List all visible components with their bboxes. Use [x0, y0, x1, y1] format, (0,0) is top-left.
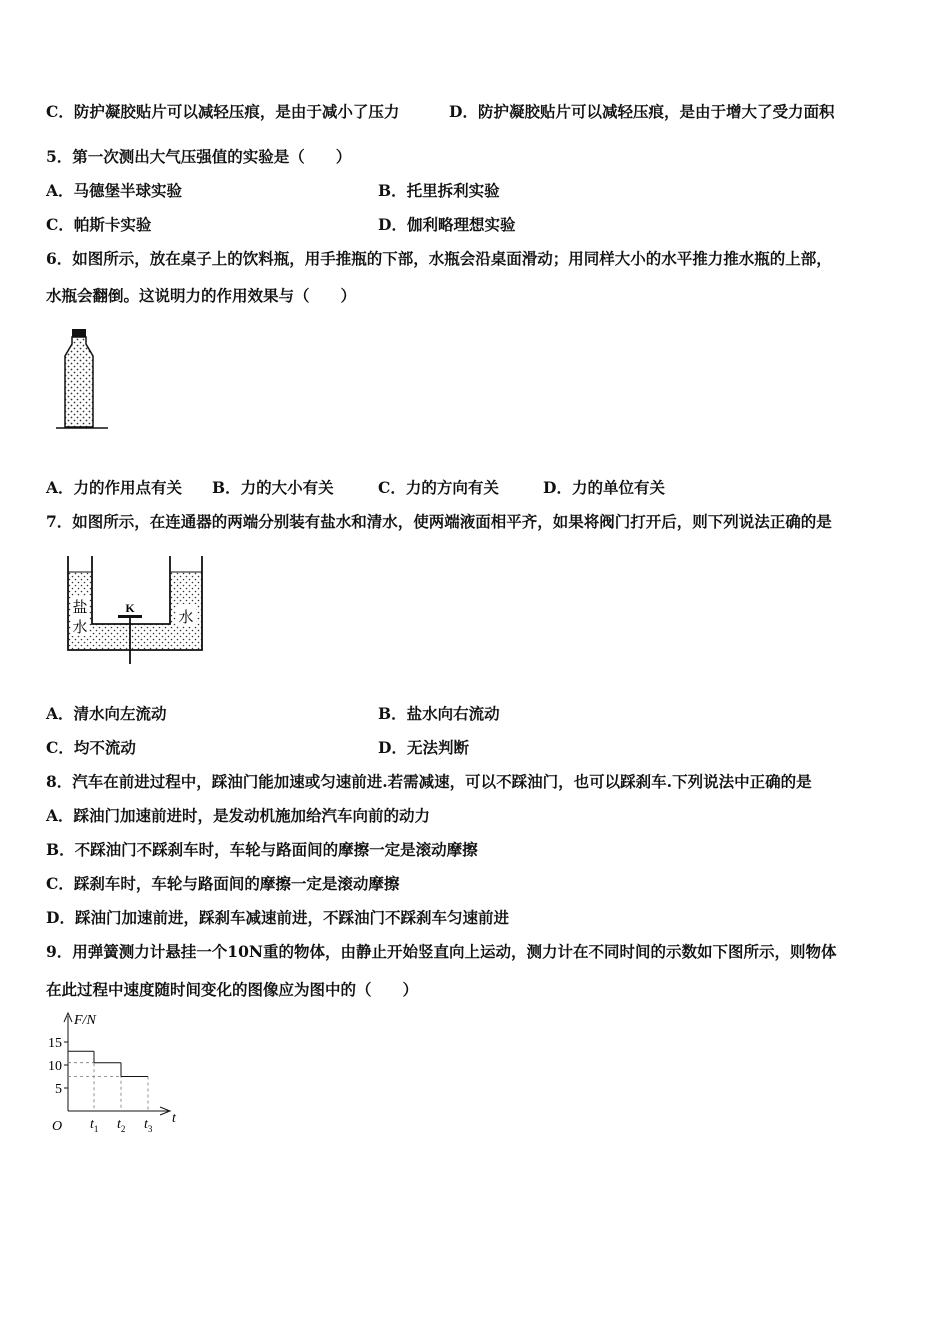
q6-option-a: A．力的作用点有关 [46, 478, 183, 497]
q8-option-d: D．踩油门加速前进，踩刹车减速前进，不踩油门不踩刹车匀速前进 [46, 908, 509, 927]
q7-option-a: A．清水向左流动 [46, 704, 167, 723]
y-axis-label: F/N [74, 1013, 96, 1028]
q7-connected-vessel-figure [62, 554, 212, 666]
q5-stem: 5．第一次测出大气压强值的实验是（ ） [46, 147, 352, 166]
y-tick-label-5: 5 [55, 1082, 62, 1097]
x-tick-label-t3: $t_3$ [144, 1117, 153, 1134]
q5-option-d: D．伽利略理想实验 [378, 215, 516, 234]
q8-option-a: A．踩油门加速前进时，是发动机施加给汽车向前的动力 [46, 806, 431, 825]
salt-label-1: 盐 [72, 600, 88, 616]
q7-option-d: D．无法判断 [378, 738, 469, 757]
q4-option-c: C．防护凝胶贴片可以减轻压痕，是由于减小了压力 [46, 102, 400, 121]
q9-stem-line2: 在此过程中速度随时间变化的图像应为图中的（ ） [46, 980, 419, 999]
bottle-cap [72, 329, 86, 337]
q9-force-time-chart [40, 1006, 190, 1146]
y-tick-label-15: 15 [48, 1036, 62, 1051]
q6-stem-line2: 水瓶会翻倒。这说明力的作用效果与（ ） [46, 286, 357, 305]
q7-option-c: C．均不流动 [46, 738, 136, 757]
x-tick-label-t2: $t_2$ [117, 1117, 126, 1134]
q4-option-d: D．防护凝胶贴片可以减轻压痕，是由于增大了受力面积 [449, 102, 835, 121]
q6-stem-line1: 6．如图所示，放在桌子上的饮料瓶，用手推瓶的下部，水瓶会沿桌面滑动；用同样大小的水平推力推水瓶的上部， [46, 249, 832, 268]
q5-option-c: C．帕斯卡实验 [46, 215, 152, 234]
q6-bottle-figure [52, 326, 112, 434]
q8-option-c: C．踩刹车时，车轮与路面间的摩擦一定是滚动摩擦 [46, 874, 400, 893]
x-tick-label-t1: $t_1$ [90, 1117, 99, 1134]
q6-option-c: C．力的方向有关 [378, 478, 499, 497]
q7-stem: 7．如图所示，在连通器的两端分别装有盐水和清水，使两端液面相平齐，如果将阀门打开后，则下列说法正确的是 [46, 512, 832, 531]
q8-stem: 8．汽车在前进过程中，踩油门能加速或匀速前进.若需减速，可以不踩油门，也可以踩刹车.下列说法中正确的是 [46, 772, 812, 791]
water-label: 水 [178, 610, 194, 626]
valve-handle [118, 615, 142, 618]
q8-option-b: B．不踩油门不踩刹车时，车轮与路面间的摩擦一定是滚动摩擦 [46, 840, 478, 859]
q5-option-b: B．托里拆利实验 [378, 181, 500, 200]
x-axis-label: t [172, 1111, 176, 1126]
q6-option-d: D．力的单位有关 [543, 478, 665, 497]
q7-option-b: B．盐水向右流动 [378, 704, 500, 723]
origin-label: O [52, 1119, 63, 1134]
bottle-body [65, 337, 93, 427]
q9-stem-line1: 9．用弹簧测力计悬挂一个10N重的物体，由静止开始竖直向上运动，测力计在不同时间的示数如下图所示，则物体 [46, 942, 837, 961]
y-tick-label-10: 10 [48, 1059, 62, 1074]
q5-option-a: A．马德堡半球实验 [46, 181, 183, 200]
q6-option-b: B．力的大小有关 [212, 478, 334, 497]
valve-label: K [125, 601, 135, 615]
salt-label-2: 水 [72, 620, 88, 636]
